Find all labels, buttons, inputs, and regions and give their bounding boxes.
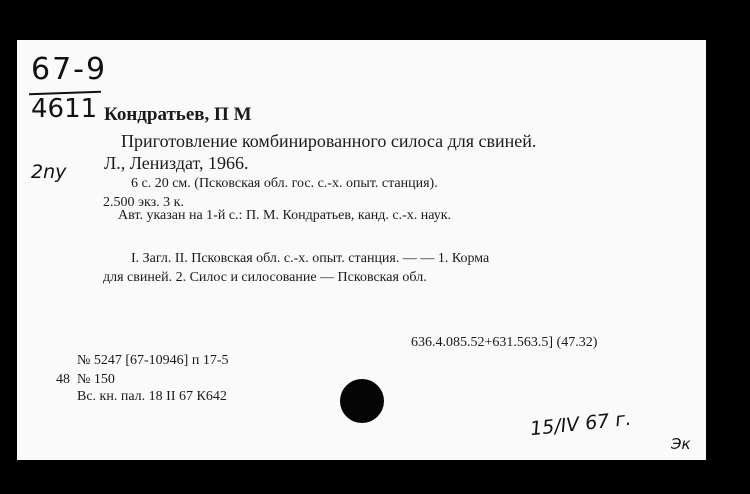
- shelf-mark-top: 67-9: [31, 52, 108, 87]
- margin-note: 2ny: [31, 161, 67, 183]
- catalog-card: [17, 40, 706, 460]
- tracing-line-1: I. Загл. II. Псковская обл. с.-х. опыт. станция. — — 1. Корма: [131, 251, 490, 266]
- physical-description: 6 с. 20 см. (Псковская обл. гос. с.-х. опыт. станция).: [131, 176, 438, 191]
- classification-index: 636.4.085.52+631.563.5] (47.32): [411, 335, 598, 350]
- tracing-line-2: для свиней. 2. Силос и силосование — Псковская обл.: [103, 270, 427, 285]
- copies-line: 2.500 экз. 3 к.: [103, 195, 184, 210]
- book-chamber-line: Вс. кн. пал. 18 II 67 К642: [77, 389, 227, 404]
- author-heading: Кондратьев, П М: [104, 104, 252, 125]
- edition-prefix: 48: [56, 372, 70, 387]
- handwritten-date: 15/IV 67 г.: [529, 407, 633, 441]
- title-line-1: Приготовление комбинированного силоса для свиней.: [121, 131, 537, 151]
- order-number: № 5247 [67-10946] п 17-5: [77, 353, 229, 368]
- handwritten-tail: Эк: [671, 435, 691, 453]
- author-note: Авт. указан на 1-й с.: П. М. Кондратьев, канд. с.-х. наук.: [118, 208, 452, 223]
- punch-hole: [340, 379, 384, 423]
- edition-number: № 150: [77, 372, 115, 387]
- shelf-mark-bottom: 4611: [31, 94, 98, 124]
- title-line-2: Л., Лениздат, 1966.: [104, 153, 249, 173]
